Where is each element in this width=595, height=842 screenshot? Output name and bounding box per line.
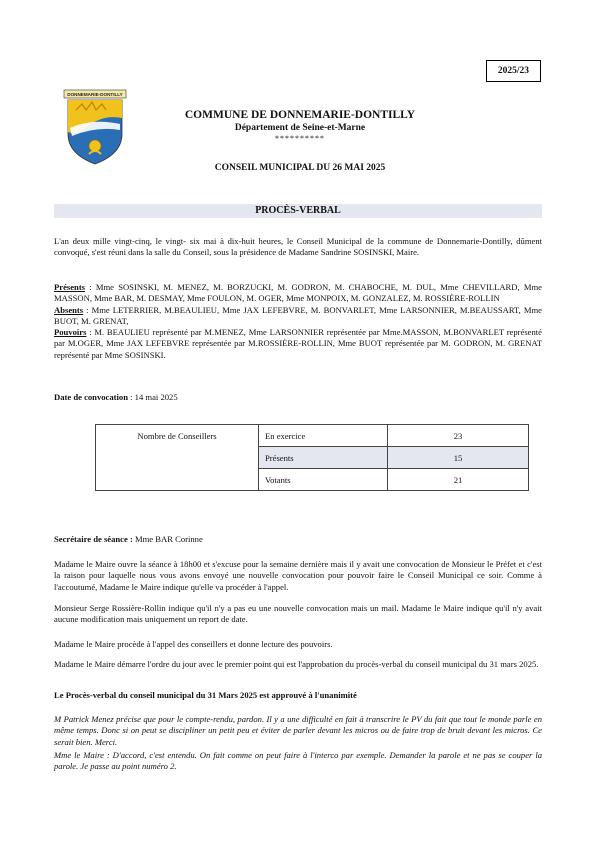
secretary-line — [54, 534, 542, 545]
count-row-value: 23 — [388, 425, 529, 447]
count-row-value: 15 — [388, 447, 529, 469]
crest-banner-text: DONNEMARIE-DONTILLY — [67, 92, 123, 97]
count-row-label: En exercice — [259, 425, 388, 447]
presents-text: : Mme SOSINSKI, M. MENEZ, M. BORZUCKI, M. GODRON, M. CHABOCHE, M. DUL, Mme CHEVILLARD, Mme MASSON, Mme BAR, M. DESMAY, Mme FOULON, M. OGER, Mme MONPOIX, M. GONZALEZ, M. ROSSIÈRE-ROLLIN — [54, 282, 542, 304]
pouvoirs-text: : M. BEAULIEU représenté par M.MENEZ, Mme LARSONNIER représentée par Mme.MASSON, M.BONVARLET représenté par M.OGER, Mme JAX LEFEBVRE représentée par M.ROSSIÈRE-ROLLIN, Mme BUOT représentée par M. GODRON, M. GRENAT représenté par Mme SOSINSKI. — [54, 327, 542, 360]
count-row-label: Présents — [259, 447, 388, 469]
absents-text: : Mme LETERRIER, M.BEAULIEU, Mme JAX LEFEBVRE, M. BONVARLET, Mme LARSONNIER, M.BEAUSSART, Mme BUOT, M. GRENAT, — [54, 304, 542, 326]
count-row-label: Votants — [259, 469, 388, 491]
pouvoirs-line — [54, 327, 542, 361]
secretary-value: Mme BAR Corinne — [132, 534, 203, 544]
convocation-value: : 14 mai 2025 — [128, 392, 178, 402]
reference-number: 2025/23 — [486, 60, 541, 82]
paragraph: Madame le Maire procède à l'appel des conseillers et donne lecture des pouvoirs. — [54, 639, 333, 649]
proces-verbal-heading: PROCÈS-VERBAL — [54, 204, 542, 218]
department-name: Département de Seine-et-Marne — [234, 123, 366, 133]
paragraph: Monsieur Serge Rossière-Rollin indique qu'il n'y a pas eu une nouvelle convocation mais un mail. Madame le Maire indique qu'il n'y avait aucune modification mais uniquement un report de date. — [54, 603, 542, 625]
secretary-label: Secrétaire de séance : — [54, 534, 133, 544]
table-row — [96, 425, 529, 447]
presents-line — [54, 282, 542, 305]
italic-note: Mme le Maire : D'accord, c'est entendu. On fait comme on peut faire à l'interco par exemple. Demander la parole et ne pas se couper la parole. Je passe au point numéro 2. — [54, 750, 542, 772]
paragraph: Madame le Maire ouvre la séance à 18h00 et s'excuse pour la semaine dernière mais il y avait une convocation de Monsieur le Préfet et c'est la raison pour laquelle nous vous avons envoyé une nouvelle convocation pour pouvoir faire le Conseil Municipal ce soir. Comme à l'accoutumé, Madame le Maire indique qu'elle va procéder à l'appel. — [54, 559, 542, 592]
intro-paragraph: L'an deux mille vingt-cinq, le vingt- six mai à dix-huit heures, le Conseil Municipal de la commune de Donnemarie-Dontilly, dûment convoqué, s'est réuni dans la salle du Conseil, sous la présidence de Madame Sandrine SOSINSKI, Maire. — [54, 236, 542, 258]
italic-note: M Patrick Menez précise que pour le compte-rendu, pardon. Il y a une difficulté en fait à transcrire le PV du fait que tout le monde parle en même temps. Donc si on peut se discipliner un petit peu et éviter de parler devant les micros ou de faire trop de bruit devant les micros. Ce serait bien. Merci. — [54, 714, 542, 747]
council-meeting-title: CONSEIL MUNICIPAL DU 26 MAI 2025 — [214, 163, 386, 173]
commune-crest-logo — [62, 88, 128, 168]
attendance-block — [54, 282, 542, 361]
stars-separator: ********** — [275, 134, 325, 143]
councillor-count-table — [95, 424, 529, 491]
presents-label: Présents — [54, 282, 86, 292]
pouvoirs-label: Pouvoirs — [54, 327, 87, 338]
header-block — [140, 108, 460, 144]
convocation-date — [54, 392, 178, 402]
absents-line — [54, 305, 542, 328]
approval-statement: Le Procès-verbal du conseil municipal du 31 Mars 2025 est approuvé à l'unanimité — [54, 690, 357, 700]
count-row-value: 21 — [388, 469, 529, 491]
commune-title: COMMUNE DE DONNEMARIE-DONTILLY — [184, 109, 416, 121]
convocation-label: Date de convocation — [54, 392, 128, 402]
councillor-count-label: Nombre de Conseillers — [96, 425, 259, 491]
paragraph: Madame le Maire démarre l'ordre du jour avec le premier point qui est l'approbation du procès-verbal du conseil municipal du 31 mars 2025. — [54, 659, 539, 669]
absents-label: Absents — [54, 304, 84, 315]
